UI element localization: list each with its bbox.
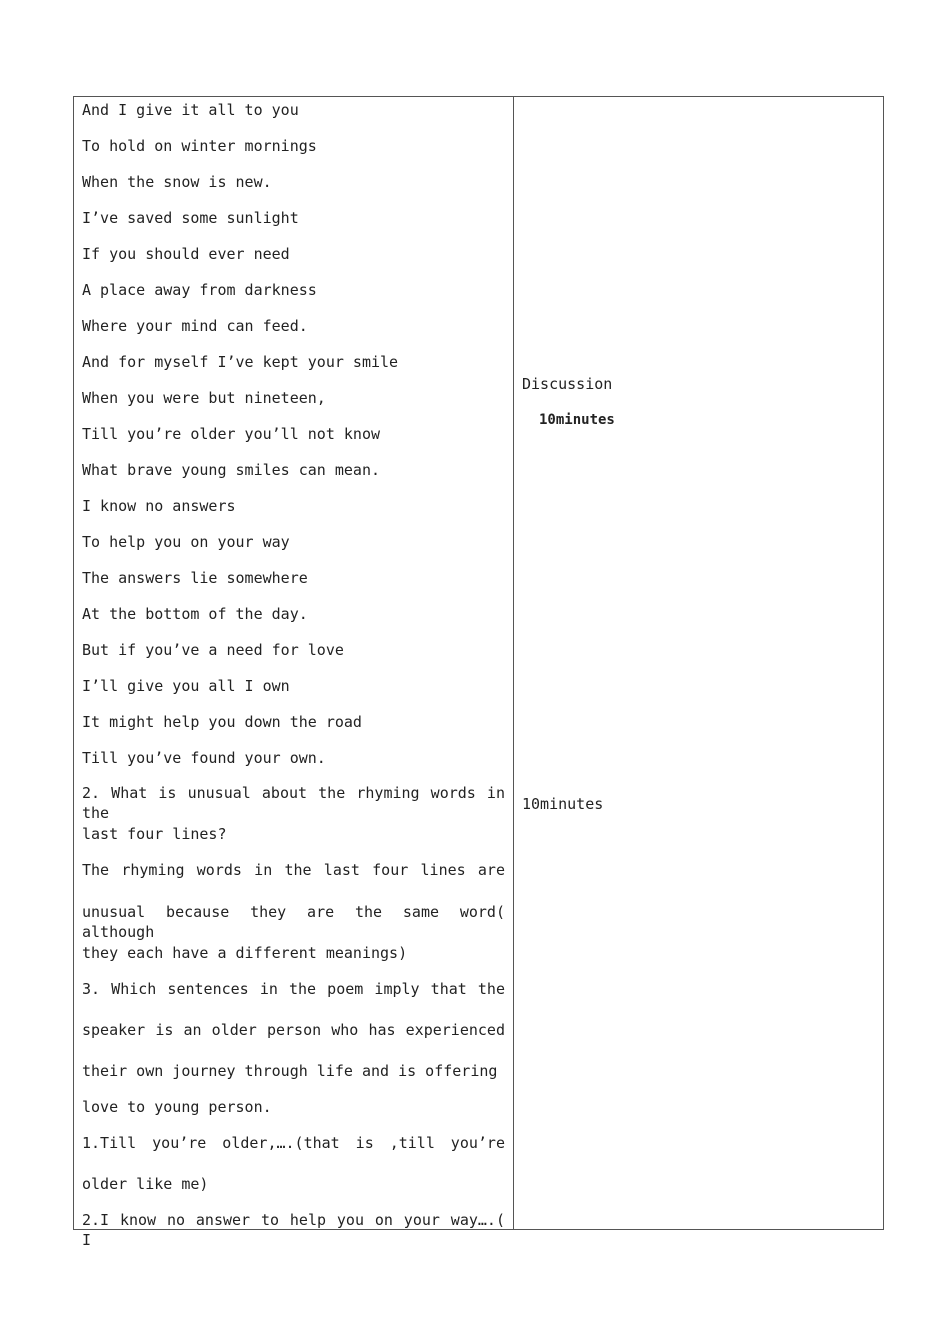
lesson-table xyxy=(73,96,884,1249)
question-2: 2. What is unusual about the rhyming words in the xyxy=(82,784,505,822)
question-3-cont: their own journey through life and is offering xyxy=(82,1062,498,1080)
poem-line: I know no answers xyxy=(82,497,236,515)
poem-line: To help you on your way xyxy=(82,533,290,551)
answer-3-item-1: 1.Till you’re older,….(that is ,till you’re xyxy=(82,1134,505,1152)
poem-line: What brave young smiles can mean. xyxy=(82,461,381,479)
question-3-cont: speaker is an older person who has experienced xyxy=(82,1021,505,1039)
poem-line: If you should ever need xyxy=(82,245,290,263)
poem-line: A place away from darkness xyxy=(82,281,317,299)
poem-line: Till you’ve found your own. xyxy=(82,749,326,767)
poem-line: Till you’re older you’ll not know xyxy=(82,425,381,443)
activity-label: Discussion xyxy=(522,375,613,393)
poem-line: To hold on winter mornings xyxy=(82,137,317,155)
poem-line: When you were but nineteen, xyxy=(82,389,326,407)
poem-line: It might help you down the road xyxy=(82,713,362,731)
answer-2-cont: unusual because they are the same word( although xyxy=(82,903,505,941)
poem-line: The answers lie somewhere xyxy=(82,569,308,587)
time-label-2: 10minutes xyxy=(522,795,604,813)
answer-3-item-2: 2.I know no answer to help you on your way….( I xyxy=(82,1211,505,1249)
question-3-cont: love to young person. xyxy=(82,1098,272,1116)
poem-line: I’ll give you all I own xyxy=(82,677,290,695)
poem-line: And for myself I’ve kept your smile xyxy=(82,353,399,371)
column-divider xyxy=(513,97,514,1229)
answer-2-cont: they each have a different meanings) xyxy=(82,944,408,962)
poem-line: I’ve saved some sunlight xyxy=(82,209,299,227)
poem-line: Where your mind can feed. xyxy=(82,317,308,335)
poem-line: And I give it all to you xyxy=(82,101,299,119)
answer-3-item-1-cont: older like me) xyxy=(82,1175,209,1193)
answer-2: The rhyming words in the last four lines are xyxy=(82,861,505,879)
poem-line: But if you’ve a need for love xyxy=(82,641,344,659)
question-3: 3. Which sentences in the poem imply that the xyxy=(82,980,505,998)
poem-line: When the snow is new. xyxy=(82,173,272,191)
poem-line: At the bottom of the day. xyxy=(82,605,308,623)
time-label-1: 10minutes xyxy=(539,412,615,428)
question-2-cont: last four lines? xyxy=(82,825,227,843)
